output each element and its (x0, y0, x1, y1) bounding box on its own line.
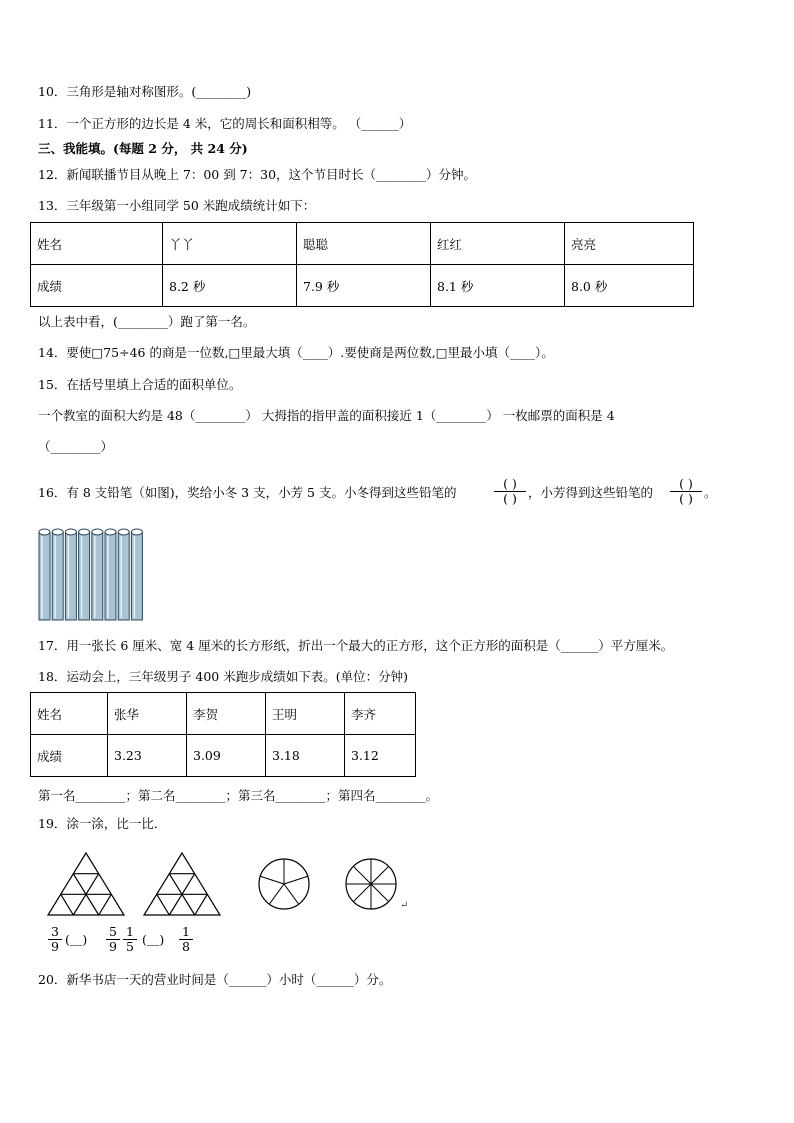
sector-line (284, 884, 299, 904)
table-cell: 成绩 (31, 735, 108, 777)
question-15-line2: （________） (38, 439, 114, 454)
table-cell: 丫丫 (163, 223, 297, 265)
sector-line (371, 884, 389, 902)
fraction-blank-1 (494, 477, 526, 506)
fraction-numerator: ( ) (679, 476, 693, 491)
table-cell: 3.12 (345, 735, 416, 777)
question-13-answer: 以上表中看，(________）跑了第一名。 (38, 314, 256, 329)
question-18: 18．运动会上，三年级男子 400 米跑步成绩如下表。(单位：分钟) (38, 669, 408, 684)
table-cell: 红红 (431, 223, 565, 265)
pencil (105, 529, 116, 620)
pencil (79, 529, 90, 620)
question-15: 15．在括号里填上合适的面积单位。 (38, 377, 242, 392)
pencils-figure (36, 526, 156, 626)
question-10: 10．三角形是轴对称图形。(________) (38, 84, 252, 99)
return-mark: ↵ (400, 900, 409, 911)
compare-blank-2: (＿) (142, 932, 165, 947)
table-cell: 3.23 (108, 735, 187, 777)
table-row (31, 223, 694, 265)
sector-line (371, 866, 389, 884)
compare-blank-1: (＿) (65, 932, 88, 947)
fraction-numerator: 3 (51, 924, 59, 939)
fraction-denominator: ( ) (670, 491, 702, 506)
fraction-5-9 (106, 925, 120, 954)
question-18-answer: 第一名________；第二名________；第三名________；第四名________。 (38, 788, 439, 803)
table-cell: 8.0 秒 (565, 265, 694, 307)
fraction-3-9 (48, 925, 62, 954)
sector-line (284, 876, 308, 884)
table-18 (30, 692, 416, 777)
sector-line (353, 884, 371, 902)
fraction-denominator: 8 (179, 939, 193, 954)
fraction-numerator: ( ) (503, 476, 517, 491)
fraction-blank-2 (670, 477, 702, 506)
pencil (39, 529, 50, 620)
triangle-grid-1 (46, 851, 128, 917)
table-cell: 李齐 (345, 693, 416, 735)
question-20: 20．新华书店一天的营业时间是（______）小时（______）分。 (38, 972, 392, 987)
question-16-part-b: ，小芳得到这些铅笔的 (528, 485, 654, 500)
table-row (31, 735, 416, 777)
fraction-1-5 (123, 925, 137, 954)
table-cell: 姓名 (31, 223, 163, 265)
question-19: 19．涂一涂，比一比． (38, 816, 167, 831)
question-12: 12．新闻联播节目从晚上 7：00 到 7：30，这个节目时长（________）分钟。 (38, 167, 477, 182)
fraction-denominator: ( ) (494, 491, 526, 506)
question-16-part-a: 16．有 8 支铅笔（如图)，奖给小冬 3 支，小芳 5 支。小冬得到这些铅笔的 (38, 485, 457, 500)
fraction-numerator: 5 (109, 924, 117, 939)
question-17: 17．用一张长 6 厘米、宽 4 厘米的长方形纸，折出一个最大的正方形，这个正方形的面积是（______）平方厘米。 (38, 638, 674, 653)
table-cell: 李贺 (187, 693, 266, 735)
table-cell: 王明 (266, 693, 345, 735)
question-14: 14．要使□75÷46 的商是一位数,□里最大填（____）.要使商是两位数,□里最小填（____）。 (38, 345, 554, 360)
question-11: 11．一个正方形的边长是 4 米，它的周长和面积相等。 （______） (38, 116, 412, 131)
table-cell: 聪聪 (297, 223, 431, 265)
fraction-numerator: 1 (126, 924, 134, 939)
table-row (31, 693, 416, 735)
triangle-grid-2 (142, 851, 224, 917)
table-cell: 姓名 (31, 693, 108, 735)
fraction-denominator: 5 (123, 939, 137, 954)
table-cell: 8.2 秒 (163, 265, 297, 307)
pencil (131, 529, 142, 620)
fraction-1-8 (179, 925, 193, 954)
circle-eighths (344, 857, 398, 911)
sector-line (260, 876, 284, 884)
pencil (52, 529, 63, 620)
table-cell: 张华 (108, 693, 187, 735)
sector-line (353, 866, 371, 884)
pencil (65, 529, 76, 620)
fraction-denominator: 9 (48, 939, 62, 954)
pencil (118, 529, 129, 620)
section-3-heading: 三、我能填。(每题 2 分， 共 24 分) (38, 141, 248, 156)
table-cell: 亮亮 (565, 223, 694, 265)
table-13 (30, 222, 694, 307)
table-cell: 3.09 (187, 735, 266, 777)
table-cell: 3.18 (266, 735, 345, 777)
circle-fifths (257, 857, 311, 911)
pencil (92, 529, 103, 620)
question-16-end: 。 (704, 485, 717, 500)
sector-line (269, 884, 284, 904)
fraction-denominator: 9 (106, 939, 120, 954)
table-cell: 成绩 (31, 265, 163, 307)
table-cell: 8.1 秒 (431, 265, 565, 307)
fraction-numerator: 1 (182, 924, 190, 939)
question-13: 13．三年级第一小组同学 50 米跑成绩统计如下： (38, 198, 316, 213)
question-15-line: 一个教室的面积大约是 48（________） 大拇指的指甲盖的面积接近 1（________） 一枚邮票的面积是 4 (38, 408, 615, 423)
table-cell: 7.9 秒 (297, 265, 431, 307)
table-row (31, 265, 694, 307)
